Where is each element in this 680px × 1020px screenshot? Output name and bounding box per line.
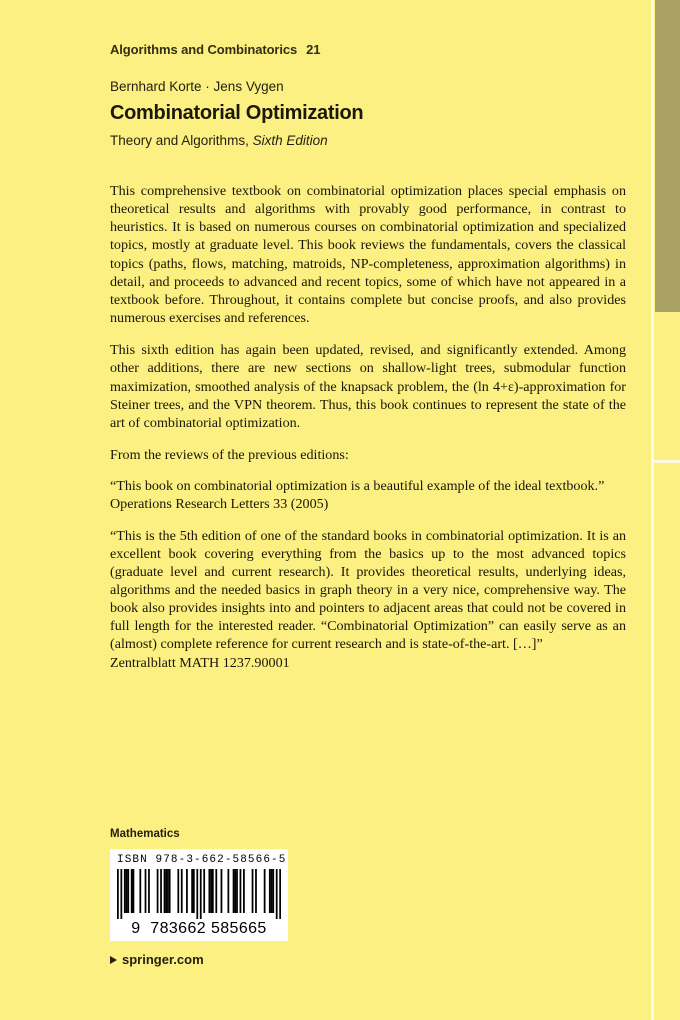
triangle-icon: [110, 956, 117, 964]
isbn-number: 978-3-662-58566-5: [155, 854, 287, 866]
blurb: [110, 182, 626, 672]
isbn-text: [117, 854, 287, 867]
cover-text-column: [110, 0, 626, 686]
subject-label: Mathematics: [110, 828, 180, 840]
reviews-heading: From the reviews of the previous editions:: [110, 447, 349, 464]
review-2-source: Zentralblatt MATH 1237.90001: [110, 654, 290, 671]
subtitle: [110, 133, 626, 148]
publisher-logo[interactable]: [110, 952, 410, 967]
cover-footer: [110, 828, 410, 967]
review-2-quote: “This is the 5th edition of one of the standard books in combinatorial optimization. It is an excellent book covering everything from the basics up to the most advanced topics (graduate level and current research). It provides theoretical results, underlying ideas, algorithms and the needed basics in graph theory in a very nice, comprehensive way. The book also provides insights into and pointers to adjacent areas that could not be covered in full length for the interested reader. “Combinatorial Optimization” can easily serve as an (almost) complete reference for current research and is state-of-the-art. […]”: [110, 527, 626, 653]
spine-fold-line: [651, 0, 654, 1020]
spine-olive-block: [655, 0, 680, 312]
review-1-quote: “This book on combinatorial optimization is a beautiful example of the ideal textbook.”: [110, 478, 605, 495]
series-number: 21: [306, 42, 321, 57]
review-1: [110, 477, 626, 513]
series-name: Algorithms and Combinatorics: [110, 42, 298, 57]
publisher-name: springer.com: [122, 952, 204, 967]
authors: Bernhard Korte · Jens Vygen: [110, 79, 284, 94]
isbn-label: ISBN: [117, 854, 148, 866]
barcode-bars-icon: [117, 869, 281, 919]
barcode-digit-first: 9: [131, 920, 141, 937]
spine-divider-rule: [654, 460, 680, 463]
blurb-paragraph-2: This sixth edition has again been updated, revised, and significantly extended. Among other additions, there are new sections on shallow-light trees, submodular function maximization, smoothed analysis of the knapsack problem, the (ln 4+ε)-approximation for Steiner trees, and the VPN theorem. Thus, this book continues to represent the state of the art of combinatorial optimization.: [110, 342, 626, 431]
isbn-barcode: [110, 849, 288, 941]
barcode-digits-right: 585665: [210, 920, 267, 937]
subtitle-main: Theory and Algorithms,: [110, 133, 253, 148]
subtitle-edition: Sixth Edition: [252, 133, 328, 148]
barcode-digits: [117, 920, 281, 938]
barcode-digits-left: 783662: [150, 920, 207, 937]
blurb-paragraph-1: This comprehensive textbook on combinatorial optimization places special emphasis on theoretical results and algorithms with provably good performance, in contrast to heuristics. It is based on numerous courses on combinatorial optimization and specialized topics, mostly at graduate level. This book reviews the fundamentals, covers the classical topics (paths, flows, matching, matroids, NP-completeness, approximation algorithms) in detail, and proceeds to advanced and recent topics, some of which have not appeared in a textbook before. Throughout, it contains complete but concise proofs, and also provides numerous exercises and references.: [110, 183, 626, 327]
page-title: Combinatorial Optimization: [110, 102, 364, 124]
series-line: [110, 42, 626, 57]
review-1-source: Operations Research Letters 33 (2005): [110, 496, 329, 513]
